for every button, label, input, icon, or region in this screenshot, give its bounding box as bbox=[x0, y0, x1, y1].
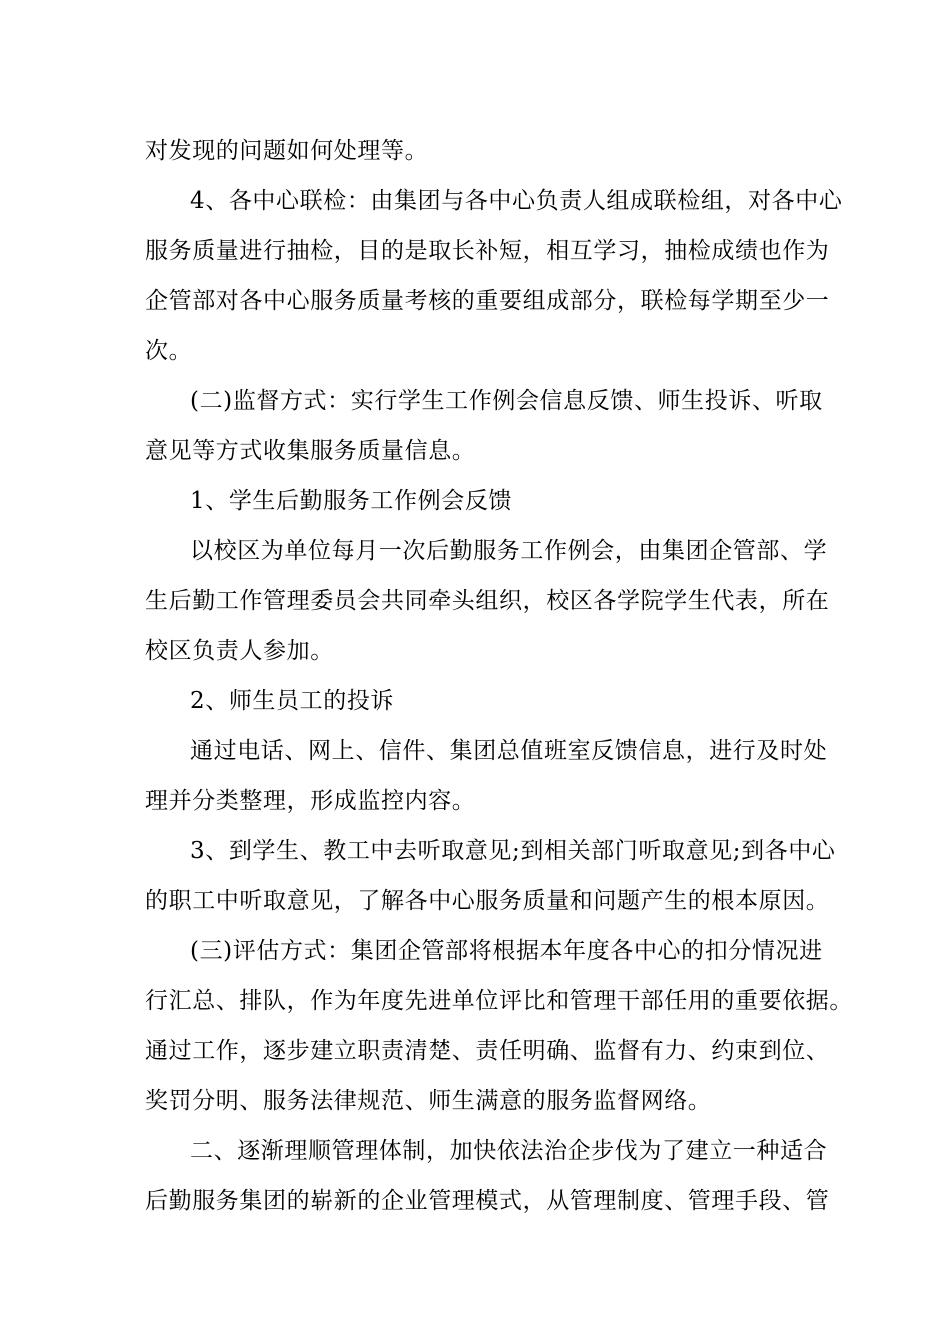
text-line: 理并分类整理，形成监控内容。 bbox=[145, 788, 476, 814]
text-line: 通过电话、网上、信件、集团总值班室反馈信息，进行及时处 bbox=[190, 738, 828, 764]
text-line: 3、到学生、教工中去听取意见;到相关部门听取意见;到各中心 bbox=[190, 838, 836, 864]
text-line: (三)评估方式：集团企管部将根据本年度各中心的扣分情况进 bbox=[190, 938, 823, 964]
text-line: 对发现的问题如何处理等。 bbox=[145, 138, 429, 164]
text-line: 1、学生后勤服务工作例会反馈 bbox=[190, 488, 513, 514]
text-line: 的职工中听取意见，了解各中心服务质量和问题产生的根本原因。 bbox=[145, 888, 830, 914]
text-line: 以校区为单位每月一次后勤服务工作例会，由集团企管部、学 bbox=[190, 538, 828, 564]
text-line: 企管部对各中心服务质量考核的重要组成部分，联检每学期至少一 bbox=[145, 288, 830, 314]
text-line: 校区负责人参加。 bbox=[145, 638, 334, 664]
text-line: 2、师生员工的投诉 bbox=[190, 688, 395, 714]
text-line: 奖罚分明、服务法律规范、师生满意的服务监督网络。 bbox=[145, 1088, 712, 1114]
text-line: 服务质量进行抽检，目的是取长补短，相互学习，抽检成绩也作为 bbox=[145, 238, 830, 264]
text-line: 意见等方式收集服务质量信息。 bbox=[145, 438, 476, 464]
text-line: (二)监督方式：实行学生工作例会信息反馈、师生投诉、听取 bbox=[190, 388, 823, 414]
text-line: 4、各中心联检：由集团与各中心负责人组成联检组，对各中心 bbox=[190, 188, 843, 214]
text-line: 行汇总、排队，作为年度先进单位评比和管理干部任用的重要依据。 bbox=[145, 988, 853, 1014]
text-line: 二、逐渐理顺管理体制，加快依法治企步伐为了建立一种适合 bbox=[190, 1138, 828, 1164]
text-line: 次。 bbox=[145, 338, 193, 364]
text-line: 通过工作，逐步建立职责清楚、责任明确、监督有力、约束到位、 bbox=[145, 1038, 830, 1064]
text-line: 后勤服务集团的崭新的企业管理模式，从管理制度、管理手段、管 bbox=[145, 1188, 830, 1214]
text-line: 生后勤工作管理委员会共同牵头组织，校区各学院学生代表，所在 bbox=[145, 588, 830, 614]
